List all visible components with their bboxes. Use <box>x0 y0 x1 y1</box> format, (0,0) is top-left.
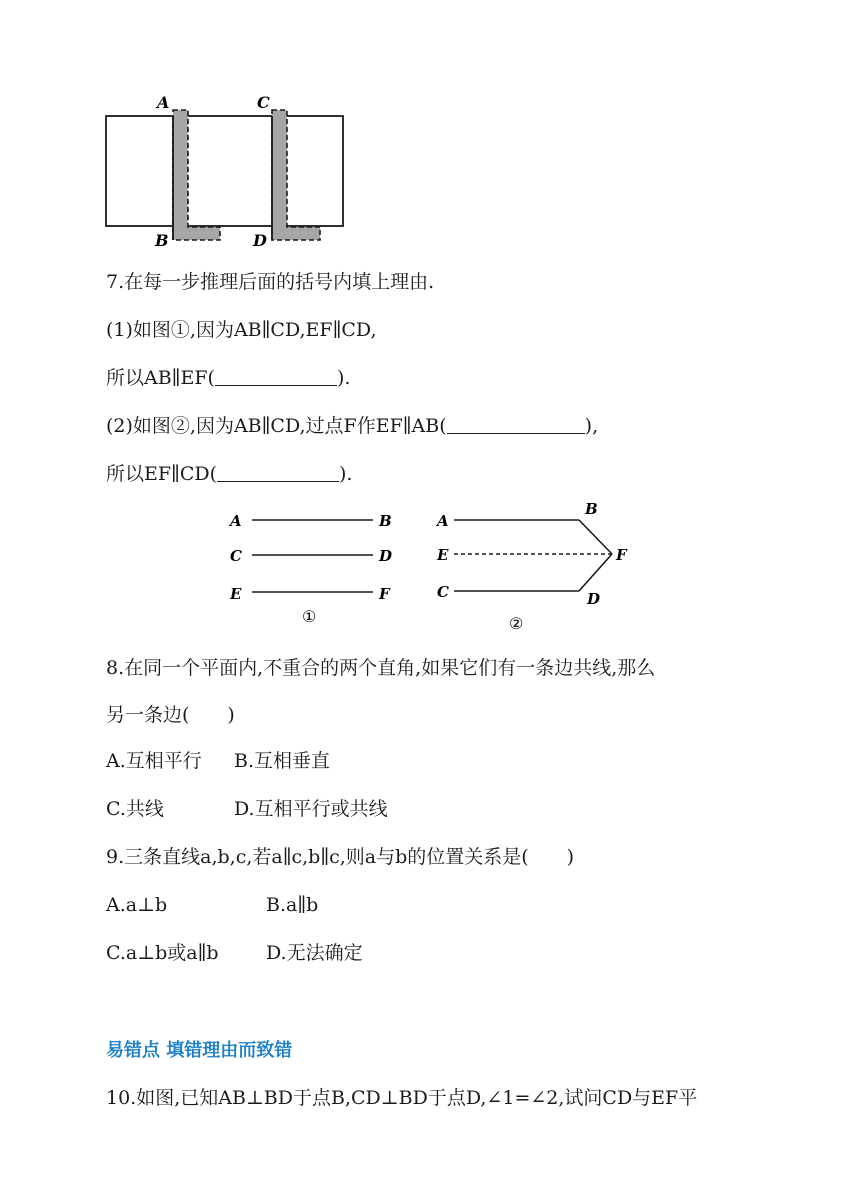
q8-options-row2 <box>106 797 388 821</box>
fig1-label-e: E <box>230 585 242 603</box>
q8-option-d[interactable]: D.互相平行或共线 <box>234 798 388 820</box>
q7-part2-line1 <box>106 414 598 438</box>
fig2-label-b: B <box>585 500 598 518</box>
fig2-caption: ② <box>509 614 524 633</box>
section-title: 易错点 填错理由而致错 <box>106 1040 293 1061</box>
q9-option-c[interactable]: C.a⊥b或a∥b <box>106 942 219 964</box>
fig2-label-e: E <box>437 546 449 564</box>
fig1-label-b: B <box>379 512 392 530</box>
q7-part2-line2 <box>106 462 352 486</box>
q8-stem-line1: 8.在同一个平面内,不重合的两个直角,如果它们有一条边共线,那么 <box>106 657 656 679</box>
q8-stem-line2: 另一条边( ) <box>106 704 235 726</box>
q7-part2-line1-after: ), <box>584 415 599 437</box>
q8-option-a[interactable]: A.互相平行 <box>106 750 202 772</box>
fig1-label-f: F <box>379 585 390 603</box>
q9-options-row2 <box>106 941 363 965</box>
label-c: C <box>257 93 270 112</box>
q9-option-a[interactable]: A.a⊥b <box>106 894 168 916</box>
q9-option-b[interactable]: B.a∥b <box>266 894 319 916</box>
label-a: A <box>157 93 170 112</box>
q7-part1-line2 <box>106 366 350 390</box>
q7-part1-line2-after: ). <box>336 367 351 389</box>
right-strip <box>272 110 320 240</box>
figure-1-parallel-lines <box>225 505 405 630</box>
fig1-caption: ① <box>302 607 317 626</box>
answer-blank-2[interactable] <box>447 415 585 434</box>
label-b: B <box>155 231 169 250</box>
fig1-label-a: A <box>230 512 242 530</box>
figure-2-angle-lines <box>432 497 642 637</box>
left-strip <box>173 110 220 240</box>
line-bf <box>579 520 612 554</box>
q9-options-row1 <box>106 893 318 917</box>
fig1-label-d: D <box>379 547 393 565</box>
paper-rectangle <box>106 116 343 226</box>
q7-part2-line2-before: 所以EF∥CD( <box>106 463 218 485</box>
q8-options-row1 <box>106 749 330 773</box>
folded-paper-figure <box>100 90 360 250</box>
answer-blank-1[interactable] <box>215 367 337 386</box>
answer-blank-3[interactable] <box>217 463 339 482</box>
fig2-label-a: A <box>437 512 449 530</box>
label-d: D <box>253 231 267 250</box>
q10-stem: 10.如图,已知AB⊥BD于点B,CD⊥BD于点D,∠1=∠2,试问CD与EF平 <box>106 1087 698 1109</box>
q8-option-c[interactable]: C.共线 <box>106 798 164 820</box>
q7-stem: 7.在每一步推理后面的括号内填上理由. <box>106 271 435 293</box>
fig2-label-d: D <box>587 590 601 608</box>
q7-part2-line2-after: ). <box>339 463 353 485</box>
q7-part1-line1: (1)如图①,因为AB∥CD,EF∥CD, <box>106 319 377 341</box>
q7-part2-line1-before: (2)如图②,因为AB∥CD,过点F作EF∥AB( <box>106 415 447 437</box>
fig2-label-c: C <box>437 583 449 601</box>
q9-option-d[interactable]: D.无法确定 <box>266 942 363 964</box>
q9-stem: 9.三条直线a,b,c,若a∥c,b∥c,则a与b的位置关系是( ) <box>106 846 575 868</box>
q7-part1-line2-before: 所以AB∥EF( <box>106 367 215 389</box>
line-fd <box>579 554 612 591</box>
q8-option-b[interactable]: B.互相垂直 <box>234 750 331 772</box>
fig1-label-c: C <box>230 547 242 565</box>
fig2-label-f: F <box>616 546 627 564</box>
